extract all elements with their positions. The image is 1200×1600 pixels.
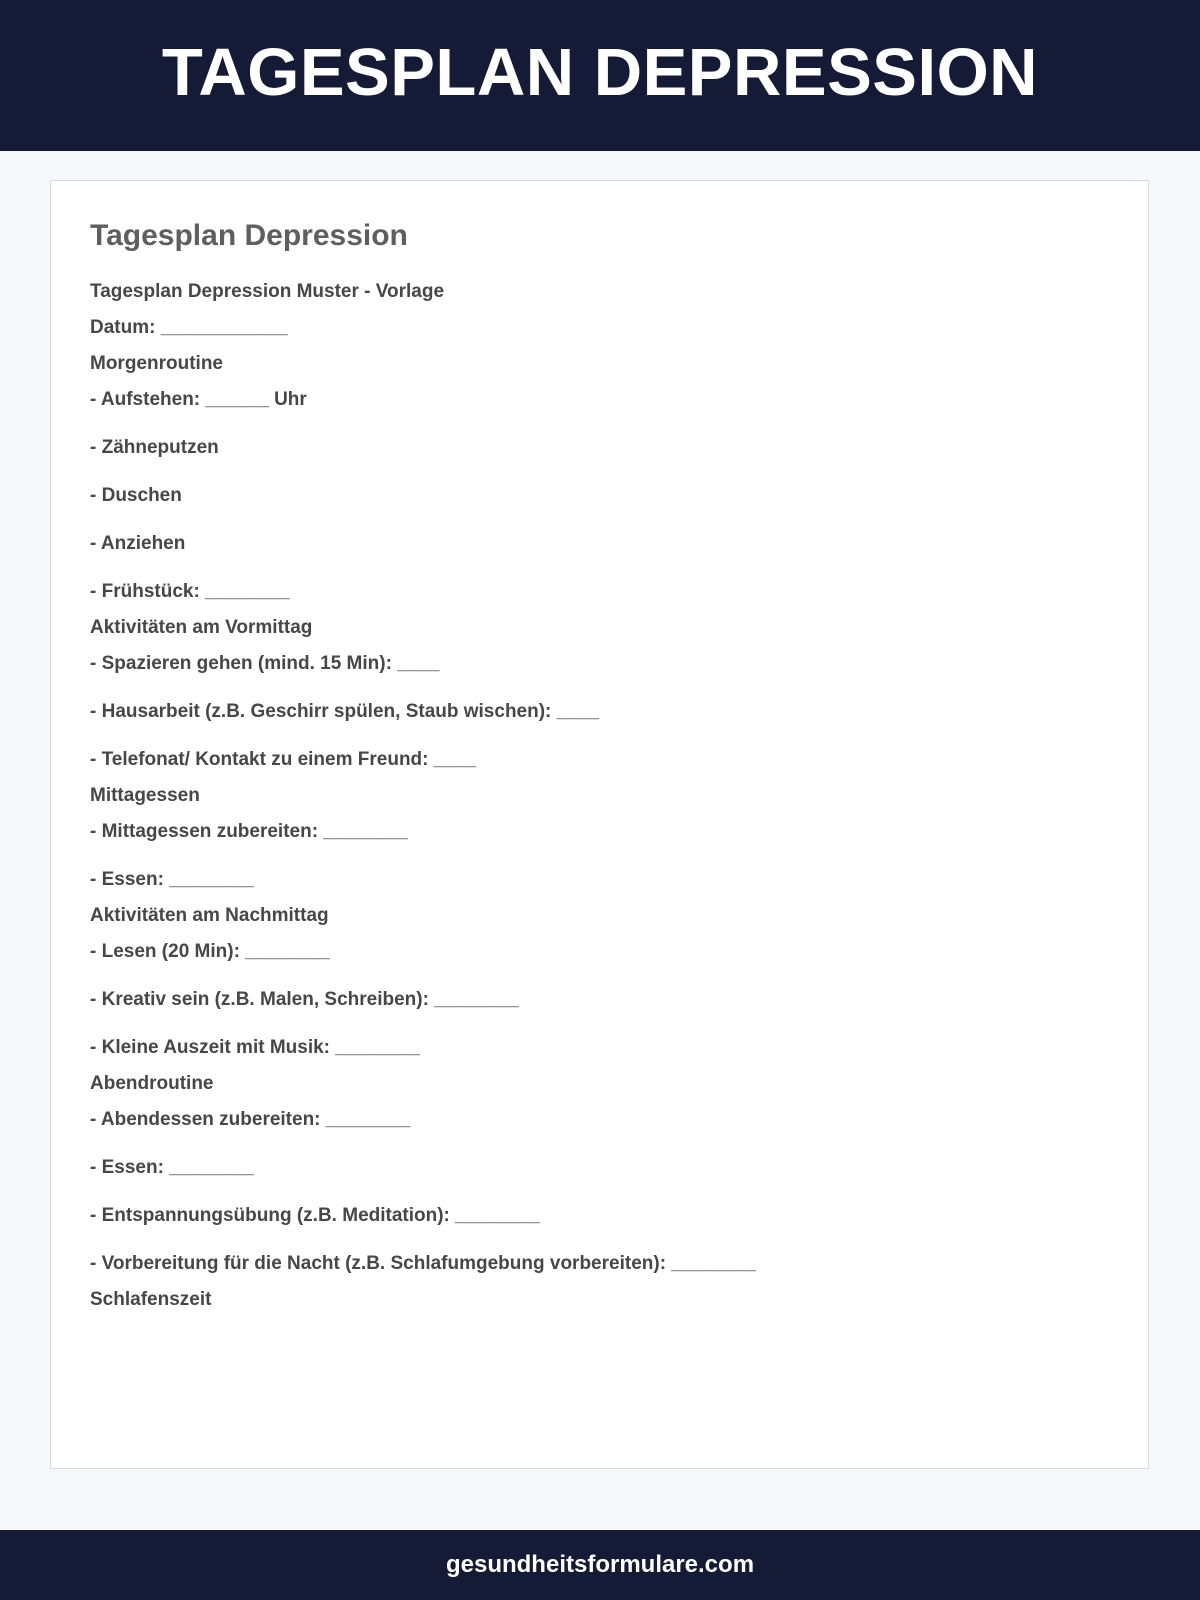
list-item: - Telefonat/ Kontakt zu einem Freund: ____ [90, 749, 477, 770]
section-title-mittagessen: Mittagessen [90, 785, 200, 806]
section-title-morgenroutine: Morgenroutine [90, 353, 223, 374]
section-title-nachmittag: Aktivitäten am Nachmittag [90, 905, 329, 926]
list-item: - Essen: ________ [90, 869, 254, 890]
list-item: - Entspannungsübung (z.B. Meditation): ________ [90, 1205, 540, 1226]
section-title-abendroutine: Abendroutine [90, 1073, 214, 1094]
section-title-schlafenszeit: Schlafenszeit [90, 1289, 212, 1310]
list-item: - Duschen [90, 485, 182, 506]
list-item: - Kleine Auszeit mit Musik: ________ [90, 1037, 420, 1058]
list-item: - Anziehen [90, 533, 186, 554]
date-field: Datum: ____________ [90, 317, 288, 338]
document-title: Tagesplan Depression [90, 219, 408, 252]
list-item: - Mittagessen zubereiten: ________ [90, 821, 408, 842]
footer-website[interactable]: gesundheitsformulare.com [445, 1551, 755, 1578]
list-item: - Vorbereitung für die Nacht (z.B. Schlafumgebung vorbereiten): ________ [90, 1253, 756, 1274]
list-item: - Spazieren gehen (mind. 15 Min): ____ [90, 653, 440, 674]
list-item: - Abendessen zubereiten: ________ [90, 1109, 411, 1130]
list-item: - Kreativ sein (z.B. Malen, Schreiben): ________ [90, 989, 519, 1010]
list-item: - Zähneputzen [90, 437, 219, 458]
document-subtitle: Tagesplan Depression Muster - Vorlage [90, 281, 445, 302]
section-title-vormittag: Aktivitäten am Vormittag [90, 617, 313, 638]
list-item: - Essen: ________ [90, 1157, 254, 1178]
page-footer [0, 1530, 1200, 1600]
list-item: - Aufstehen: ______ Uhr [90, 389, 307, 410]
list-item: - Hausarbeit (z.B. Geschirr spülen, Staub wischen): ____ [90, 701, 599, 722]
header-title: TAGESPLAN DEPRESSION [161, 35, 1039, 110]
list-item: - Frühstück: ________ [90, 581, 290, 602]
document-content [90, 281, 1110, 1325]
page-header [0, 0, 1200, 151]
document-card [50, 180, 1149, 1469]
list-item: - Lesen (20 Min): ________ [90, 941, 330, 962]
